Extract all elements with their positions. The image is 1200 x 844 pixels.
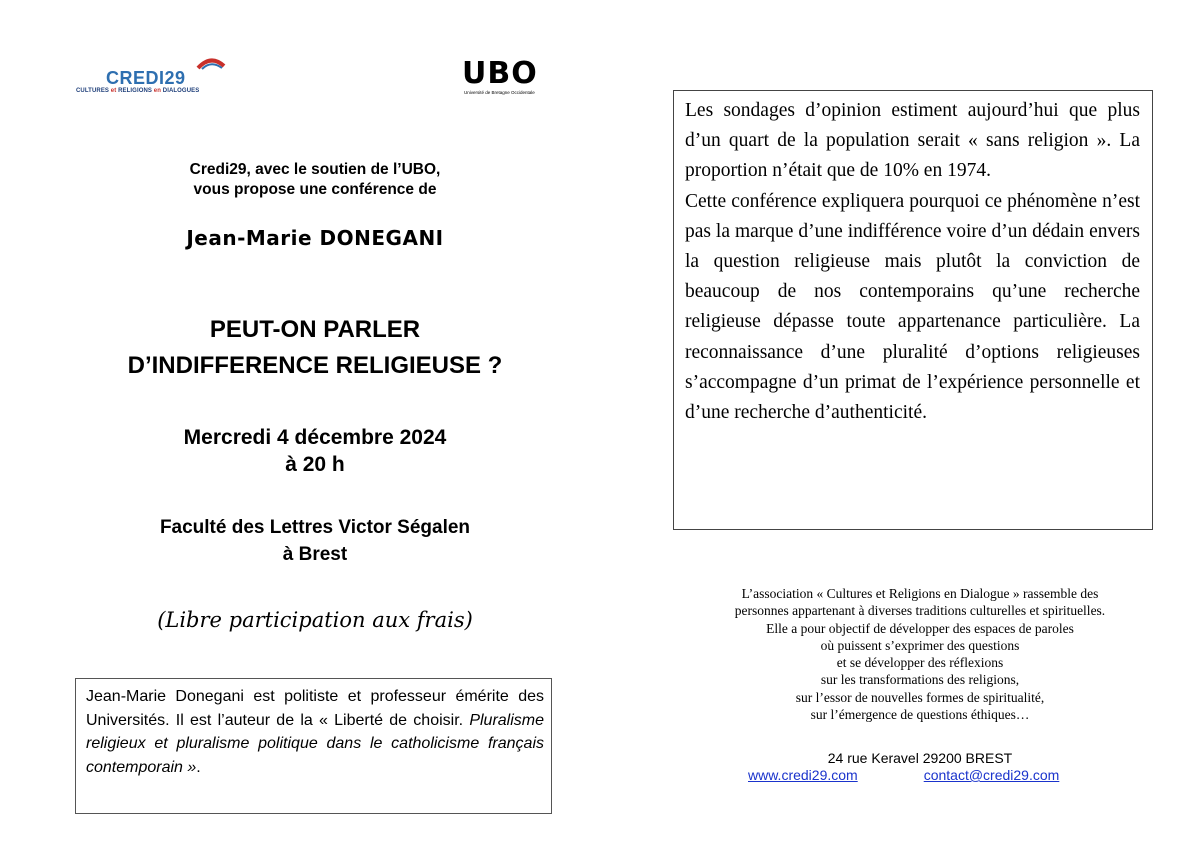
association-description [690, 585, 1150, 723]
ubo-logo [462, 56, 554, 100]
postal-address: 24 rue Keravel 29200 BREST [827, 750, 1013, 766]
title-line-1: PEUT-ON PARLER [209, 316, 421, 343]
speaker-bio-box [75, 678, 552, 814]
summary-paragraph-2: Cette conférence expliquera pourquoi ce phénomène n’est pas la marque d’une indifférence voire d’un dédain envers la question religieuse mais plutôt la conviction de beaucoup de nos contemporains qu’une recherche religieuse dépasse toute appartenance particulière. La reconnaissance d’une pluralité d’options religieuses s’accompagne d’un primat de l’expérience personnelle et d’une recherche d’authenticité. [685, 190, 1140, 424]
association-line: Elle a pour objectif de développer des espaces de paroles [766, 620, 1074, 636]
credi29-logo [76, 56, 226, 100]
credi29-arc-icon [196, 56, 226, 70]
fee-note: (Libre participation aux frais) [157, 608, 473, 632]
conference-summary-box [673, 90, 1153, 530]
website-link[interactable]: www.credi29.com [748, 767, 858, 783]
conference-summary-text [685, 96, 1140, 428]
conference-title [60, 312, 570, 384]
intro-text [100, 160, 530, 200]
contact-links [748, 767, 1059, 783]
event-date: Mercredi 4 décembre 2024 [183, 426, 447, 449]
association-line: personnes appartenant à diverses traditions culturelles et spirituelles. [734, 603, 1106, 619]
association-line: sur les transformations des religions, [820, 672, 1020, 688]
association-line: sur l’essor de nouvelles formes de spiritualité, [795, 689, 1045, 705]
intro-line-2: vous propose une conférence de [193, 181, 437, 198]
place-line-2: à Brest [282, 544, 348, 565]
speaker-name: Jean-Marie DONEGANI [186, 226, 444, 250]
intro-line-1: Credi29, avec le soutien de l’UBO, [189, 161, 441, 178]
place-line-1: Faculté des Lettres Victor Ségalen [159, 517, 471, 538]
book-title: Pluralisme religieux et pluralisme politique dans le catholicisme français contemporain » [86, 711, 544, 776]
title-line-2: D’INDIFFERENCE RELIGIEUSE ? [127, 352, 503, 379]
ubo-logo-tagline: Université de Bretagne Occidentale [464, 90, 535, 95]
association-line: L’association « Cultures et Religions en Dialogue » rassemble des [741, 586, 1099, 601]
credi29-logo-tagline: CULTURES et RELIGIONS en DIALOGUES [76, 88, 200, 94]
event-time: à 20 h [285, 453, 345, 476]
event-place [100, 514, 530, 568]
credi29-logo-wordmark: CREDI29 [106, 68, 186, 88]
event-datetime [100, 424, 530, 478]
association-line: où puissent s’exprimer des questions [820, 637, 1020, 653]
summary-paragraph-1: Les sondages d’opinion estiment aujourd’hui que plus d’un quart de la population serait « sans religion ». La proportion n’était que de 10% en 1974. [685, 100, 1140, 182]
association-line: et se développer des réflexions [836, 655, 1004, 671]
email-link[interactable]: contact@credi29.com [923, 767, 1060, 783]
ubo-logo-wordmark: UBO [462, 56, 538, 91]
speaker-bio-text: Jean-Marie Donegani est politiste et professeur émérite des Universités. Il est l’auteur de la « Liberté de choisir. Pluralisme religieux et pluralisme politique dans le catholicisme français contemporain ». [86, 688, 544, 776]
association-line: sur l’émergence de questions éthiques… [810, 707, 1030, 723]
